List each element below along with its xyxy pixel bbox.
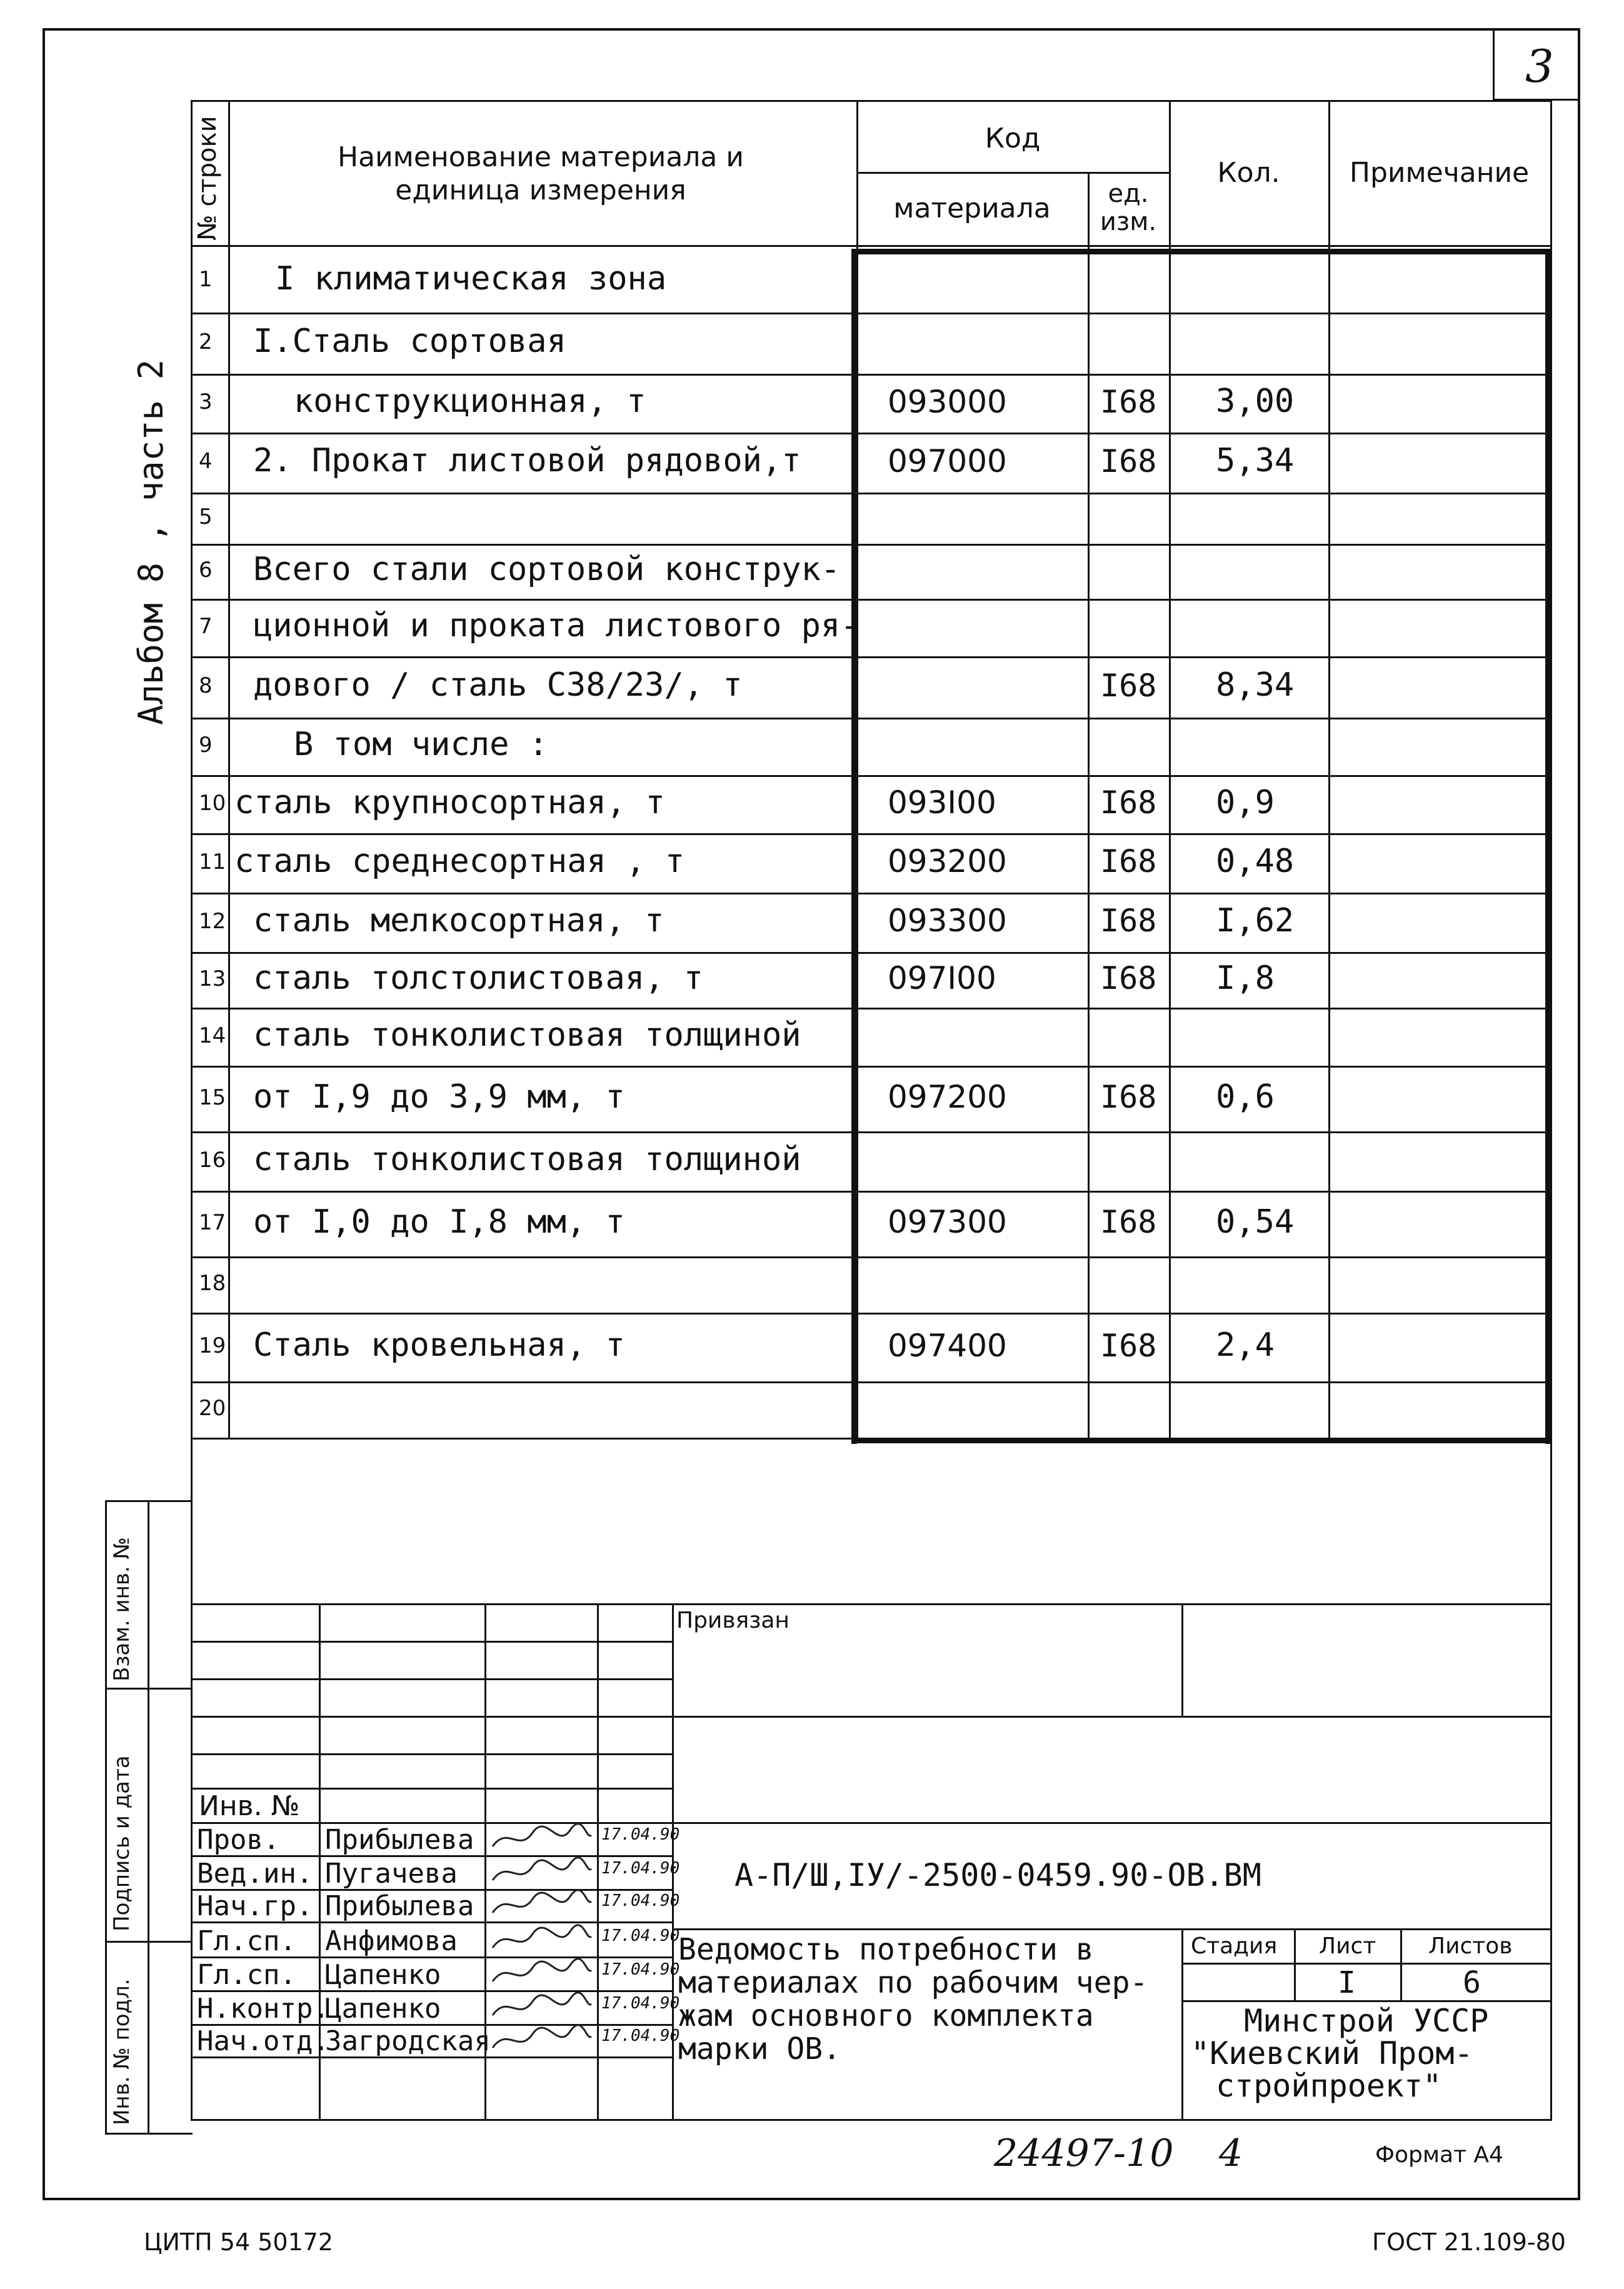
signer-name: Анфимова (325, 1925, 458, 1957)
row-divider (191, 1131, 1552, 1133)
sheet-corner-number: 3 (1525, 40, 1554, 93)
material-name: В том числе : (294, 726, 548, 764)
header-code-unit-1: ед. (1108, 179, 1149, 208)
tb-vert-privyazan (1181, 1603, 1183, 1716)
material-code: 093000 (888, 383, 1007, 420)
signer-role: Нач.гр. (197, 1890, 313, 1922)
handwritten-signature (489, 1888, 595, 1923)
signer-role: Гл.сп. (197, 1959, 296, 1991)
signer-role: Н.контр. (197, 1993, 329, 2025)
signer-date: 17.04.90 (601, 1859, 680, 1878)
tb-bottom (191, 2119, 1552, 2121)
row-divider (191, 313, 1552, 314)
header-name-line1: Наименование материала и (338, 141, 744, 173)
row-number: 5 (199, 504, 213, 530)
unit-code: I68 (1100, 443, 1157, 479)
quantity: 3,00 (1216, 383, 1295, 421)
row-number: 6 (199, 558, 213, 583)
unit-code: I68 (1100, 903, 1157, 939)
unit-code: I68 (1100, 1327, 1157, 1364)
table-left-border (191, 100, 193, 2119)
signer-date: 17.04.90 (601, 2026, 680, 2045)
tb-code-top (672, 1822, 1552, 1824)
row-divider (191, 433, 1552, 434)
header-qty: Кол. (1217, 157, 1280, 189)
sheet-label: Лист (1319, 1933, 1376, 1959)
quantity: 0,6 (1216, 1078, 1275, 1116)
material-name: от I,9 до 3,9 мм, т (253, 1078, 625, 1116)
row-number: 13 (199, 966, 226, 991)
row-number: 10 (199, 790, 226, 816)
tb-stage-bottom (1181, 2000, 1550, 2002)
material-name: сталь тонколистовая толщиной (253, 1016, 801, 1054)
header-bottom (191, 245, 1552, 247)
gost-label: ГОСТ 21.109-80 (1372, 2228, 1566, 2256)
left-code: ЦИТП 54 50172 (144, 2228, 334, 2256)
row-divider (191, 544, 1552, 546)
org-line-3: стройпроект" (1216, 2068, 1442, 2104)
row-number: 12 (199, 908, 226, 934)
row-divider (191, 1313, 1552, 1315)
sig-row-d (191, 1753, 672, 1755)
corner-box-left (1493, 28, 1495, 99)
material-name: I.Сталь сортовая (253, 323, 566, 361)
handwritten-signature (489, 1855, 595, 1890)
row-divider (191, 1066, 1552, 1068)
sig-row-a (191, 1641, 672, 1643)
quantity: 0,9 (1216, 783, 1275, 821)
sig-row-e (191, 1788, 672, 1790)
row-divider (191, 656, 1552, 658)
signer-date: 17.04.90 (601, 1994, 680, 2013)
row-number: 18 (199, 1271, 226, 1296)
material-name: Всего стали сортовой конструк- (253, 551, 841, 589)
sig-row-c (191, 1716, 672, 1718)
material-name: конструкционная, т (294, 383, 646, 421)
signer-role: Пров. (197, 1824, 280, 1856)
row-number: 2 (199, 329, 213, 355)
material-name: сталь крупносортная, т (234, 783, 665, 821)
row-number: 19 (199, 1333, 226, 1359)
quantity: 0,54 (1216, 1203, 1295, 1241)
description-line-4: марки ОВ. (678, 2031, 841, 2066)
signer-date: 17.04.90 (601, 1891, 680, 1910)
body-thick-top (851, 249, 1551, 254)
material-name: сталь среднесортная , т (234, 842, 685, 880)
signer-role: Нач.отд. (197, 2025, 329, 2057)
body-thick-left (851, 249, 857, 1444)
col-line-unit (1169, 100, 1171, 1438)
body-thick-right (1545, 249, 1551, 1444)
col-line-code (1088, 172, 1090, 1438)
row-number: 16 (199, 1147, 226, 1173)
side-album-title: Альбом 8 , часть 2 (131, 359, 171, 725)
material-code: 093300 (888, 903, 1007, 939)
tb-desc-right (1181, 1928, 1183, 2119)
handwritten-signature (489, 1956, 595, 1991)
privyazan-label: Привязан (676, 1608, 789, 1633)
material-name: 2. Прокат листовой рядовой,т (253, 442, 801, 480)
handwritten-number: 24497-10 (994, 2131, 1174, 2175)
material-code: 097I00 (888, 960, 996, 996)
signer-date: 17.04.90 (601, 1926, 680, 1945)
handwritten-signature (489, 1990, 595, 2025)
table-top-border (191, 100, 1552, 102)
col-line-rowno (228, 100, 230, 1438)
signer-name: Прибылева (325, 1890, 474, 1922)
stamp-inv-podl: Инв. № подл. (109, 1978, 134, 2125)
row-divider (191, 374, 1552, 376)
quantity: 2,4 (1216, 1326, 1275, 1365)
unit-code: I68 (1100, 843, 1157, 879)
signer-date: 17.04.90 (601, 1960, 680, 1979)
sig-row-b (191, 1678, 672, 1680)
stamp-strip-bottom (105, 2133, 193, 2135)
unit-code: I68 (1100, 960, 1157, 996)
header-name-line2: единица измерения (395, 174, 686, 206)
unit-code: I68 (1100, 383, 1157, 420)
handwritten-page: 4 (1219, 2131, 1243, 2175)
row-number: 4 (199, 449, 213, 474)
quantity: I,62 (1216, 901, 1295, 939)
material-name: сталь мелкосортная, т (253, 901, 664, 939)
header-code: Код (985, 123, 1041, 154)
material-name: I климатическая зона (275, 260, 667, 298)
inv-no-label: Инв. № (199, 1790, 300, 1822)
signer-name: Цапенко (325, 1993, 441, 2025)
header-code-split (856, 172, 1169, 174)
row-divider (191, 833, 1552, 835)
stamp-strip-inner (148, 1500, 149, 2133)
tb-top (191, 1603, 1552, 1605)
sheet-value: I (1338, 1965, 1356, 2000)
quantity: 8,34 (1216, 666, 1295, 704)
signer-name: Пугачева (325, 1858, 458, 1890)
row-number: 17 (199, 1210, 226, 1235)
row-divider (191, 893, 1552, 894)
org-line-2: "Киевский Пром- (1191, 2035, 1473, 2071)
sheets-value: 6 (1463, 1965, 1481, 2000)
unit-code: I68 (1100, 1204, 1157, 1240)
material-name: дового / сталь С38/23/, т (253, 666, 743, 704)
material-name: от I,0 до I,8 мм, т (253, 1203, 625, 1241)
description-line-2: материалах по рабочим чер- (678, 1965, 1148, 2000)
format-label: Формат А4 (1375, 2142, 1504, 2168)
row-number: 8 (199, 673, 213, 699)
material-code: 093200 (888, 843, 1007, 879)
row-number: 14 (199, 1023, 226, 1048)
unit-code: I68 (1100, 784, 1157, 821)
sheets-label: Листов (1428, 1933, 1513, 1959)
row-number: 3 (199, 389, 213, 415)
row-number: 20 (199, 1396, 226, 1421)
description-line-3: жам основного комплекта (678, 1998, 1094, 2033)
tb-stage-v2 (1400, 1928, 1402, 2000)
row-number: 7 (199, 614, 213, 639)
material-code: 097200 (888, 1079, 1007, 1115)
signer-name: Цапенко (325, 1959, 441, 1991)
row-divider (191, 1381, 1552, 1383)
header-code-material: материала (893, 193, 1051, 224)
material-name: ционной и проката листового ря- (253, 607, 860, 645)
header-note: Примечание (1349, 157, 1530, 189)
signer-name: Прибылева (325, 1824, 474, 1856)
row-divider (191, 775, 1552, 777)
col-line-qty (1328, 100, 1330, 1438)
material-name: Сталь кровельная, т (253, 1326, 625, 1365)
stamp-strip-left (105, 1500, 107, 2133)
header-code-unit-2: изм. (1100, 208, 1157, 236)
row-number: 11 (199, 849, 226, 874)
material-name: сталь толстолистовая, т (253, 959, 704, 997)
unit-code: I68 (1100, 667, 1157, 704)
row-divider (191, 718, 1552, 719)
row-divider (191, 1256, 1552, 1258)
signer-name: Загродская (325, 2025, 491, 2057)
material-code: 097000 (888, 443, 1007, 479)
material-code: 093I00 (888, 784, 996, 821)
row-divider (191, 952, 1552, 954)
handwritten-signature (489, 1821, 595, 1856)
description-line-1: Ведомость потребности в (678, 1932, 1094, 1967)
sig-col-3 (597, 1603, 599, 2119)
tb-privyazan-bottom (672, 1716, 1552, 1718)
material-code: 097400 (888, 1327, 1007, 1364)
unit-code: I68 (1100, 1079, 1157, 1115)
stamp-podpis-data: Подпись и дата (109, 1755, 134, 1931)
row-divider (191, 1008, 1552, 1009)
stamp-vzam-inv: Взам. инв. № (109, 1537, 134, 1681)
row-divider (191, 599, 1552, 601)
tb-stage-v1 (1294, 1928, 1296, 2000)
org-line-1: Минстрой УССР (1244, 2003, 1489, 2039)
handwritten-signature (489, 2023, 595, 2058)
document-code: А-П/Ш,IУ/-2500-0459.90-ОВ.ВМ (734, 1857, 1261, 1893)
header-row-number: № строки (193, 116, 222, 241)
row-divider (191, 493, 1552, 494)
row-number: 9 (199, 733, 213, 758)
row-number: 1 (199, 267, 213, 293)
tb-stage-split (1181, 1963, 1550, 1965)
handwritten-signature (489, 1923, 595, 1958)
signer-date: 17.04.90 (601, 1825, 680, 1844)
material-name: сталь тонколистовая толщиной (253, 1140, 801, 1178)
table-body-bottom (191, 1438, 1552, 1440)
tb-code-bottom (672, 1928, 1552, 1930)
row-number: 15 (199, 1084, 226, 1110)
material-code: 097300 (888, 1204, 1007, 1240)
row-divider (191, 1191, 1552, 1193)
quantity: I,8 (1216, 959, 1275, 997)
signer-role: Вед.ин. (197, 1858, 313, 1890)
stage-label: Стадия (1191, 1933, 1278, 1959)
signer-role: Гл.сп. (197, 1925, 296, 1957)
quantity: 0,48 (1216, 842, 1295, 880)
quantity: 5,34 (1216, 442, 1295, 480)
